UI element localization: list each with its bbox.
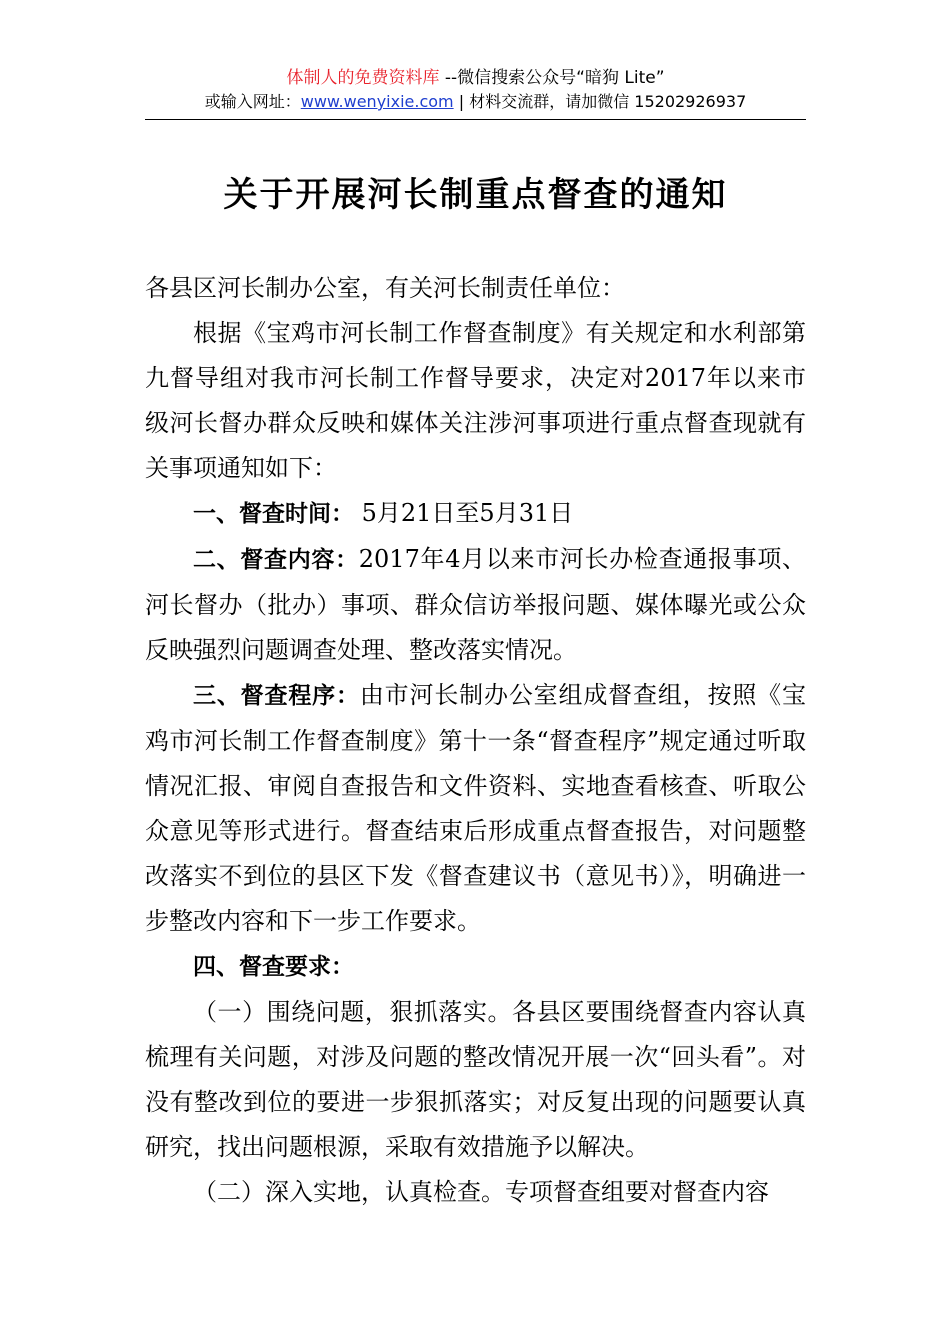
watermark-header [145,66,806,114]
document-title: 关于开展河长制重点督查的通知 [223,175,728,215]
section-3-text: 由市河长制办公室组成督查组，按照《宝鸡市河长制工作督查制度》第十一条“督查程序”规定通过听取情况汇报、审阅自查报告和文件资料、实地查看核查、听取公众意见等形式进行。督查结束后形成重点督查报告，对问题整改落实不到位的县区下发《督查建议书（意见书）》，明确进一步整改内容和下一步工作要求。 [145,681,807,935]
section-1-text: 5月21日至5月31日 [354,499,574,527]
requirement-2: （二）深入实地，认真检查。专项督查组要对督查内容 [193,1178,769,1206]
website-link[interactable]: www.wenyixie.com [300,92,454,111]
section-2-text: 2017年4月以来市河长办检查通报事项、河长督办（批办）事项、群众信访举报问题、媒体曝光或公众反映强烈问题调查处理、整改落实情况。 [145,545,806,664]
requirement-1: （一）围绕问题，狠抓落实。各县区要围绕督查内容认真梳理有关问题，对涉及问题的整改情况开展一次“回头看”。对没有整改到位的要进一步狠抓落实；对反复出现的问题要认真研究，找出问题根源，采取有效措施予以解决。 [145,998,806,1161]
section-2 [145,537,806,673]
library-name: 体制人的免费资料库 [286,68,440,88]
section-4 [145,944,806,990]
section-4-heading: 四、督查要求： [193,954,354,980]
wechat-text: --微信搜索公众号“暗狗 Lite” [444,68,665,88]
section-2-heading: 二、督查内容： [193,547,359,573]
header-line-1 [145,66,806,90]
document-body [145,266,806,1215]
intro-paragraph: 根据《宝鸡市河长制工作督查制度》有关规定和水利部第九督导组对我市河长制工作督导要求，决定对2017年以来市级河长督办群众反映和媒体关注涉河事项进行重点督查现就有关事项通知如下： [145,319,806,482]
header-divider [145,119,806,120]
section-3 [145,673,806,944]
section-1 [145,491,806,537]
section-1-heading: 一、督查时间： [193,501,354,527]
salutation: 各县区河长制办公室，有关河长制责任单位： [145,274,625,302]
header-line-2 [145,90,806,114]
section-3-heading: 三、督查程序： [193,683,360,709]
contact-text: | 材料交流群，请加微信 15202926937 [453,92,747,111]
url-label: 或输入网址： [204,92,301,111]
